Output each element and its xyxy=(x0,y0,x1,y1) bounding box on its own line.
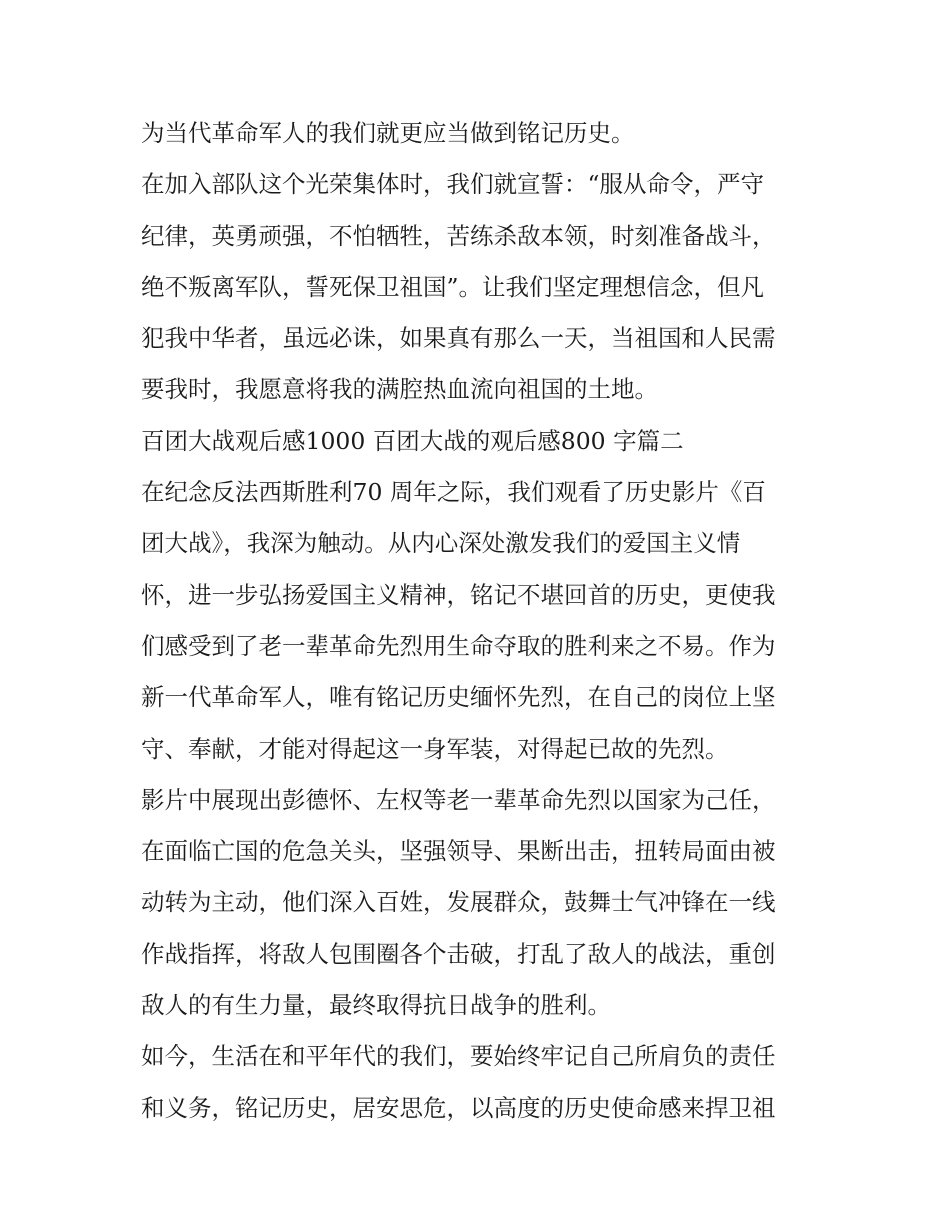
text-line: 新一代革命军人，唯有铭记历史缅怀先烈，在自己的岗位上坚 xyxy=(141,683,776,712)
text-line: 动转为主动，他们深入百姓，发展群众，鼓舞士气冲锋在一线 xyxy=(141,888,776,917)
section-heading: 百团大战观后感1000 百团大战的观后感800 字篇二 xyxy=(141,426,684,455)
text-line: 为当代革命军人的我们就更应当做到铭记历史。 xyxy=(141,119,635,147)
text-line: 敌人的有生力量，最终取得抗日战争的胜利。 xyxy=(141,991,611,1020)
text-line: 团大战》，我深为触动。从内心深处激发我们的爱国主义情 xyxy=(141,529,741,558)
text-line: 作战指挥，将敌人包围圈各个击破，打乱了敌人的战法，重创 xyxy=(141,939,776,968)
text-line: 要我时，我愿意将我的满腔热血流向祖国的土地。 xyxy=(141,375,658,404)
body-text xyxy=(141,108,821,1134)
text-line: 在面临亡国的危急关头，坚强领导、果断出击，扭转局面由被 xyxy=(141,837,776,866)
text-line: 怀，进一步弘扬爱国主义精神，铭记不堪回首的历史，更使我 xyxy=(141,580,776,609)
text-line: 在加入部队这个光荣集体时，我们就宣誓：“服从命令，严守 xyxy=(141,170,765,199)
text-line: 在纪念反法西斯胜利70 周年之际，我们观看了历史影片《百 xyxy=(141,478,766,507)
text-line: 如今，生活在和平年代的我们，要始终牢记自己所肩负的责任 xyxy=(141,1042,776,1071)
text-line: 和义务，铭记历史，居安思危，以高度的历史使命感来捍卫祖 xyxy=(141,1093,776,1122)
text-line: 们感受到了老一辈革命先烈用生命夺取的胜利来之不易。作为 xyxy=(141,631,776,660)
text-line: 守、奉献，才能对得起这一身军装，对得起已故的先烈。 xyxy=(141,734,729,763)
text-line: 影片中展现出彭德怀、左权等老一辈革命先烈以国家为己任， xyxy=(141,785,776,814)
text-line: 绝不叛离军队，誓死保卫祖国”。让我们坚定理想信念，但凡 xyxy=(141,272,765,301)
text-line: 犯我中华者，虽远必诛，如果真有那么一天，当祖国和人民需 xyxy=(141,324,776,353)
text-line: 纪律，英勇顽强，不怕牺牲，苦练杀敌本领，时刻准备战斗， xyxy=(141,221,776,250)
